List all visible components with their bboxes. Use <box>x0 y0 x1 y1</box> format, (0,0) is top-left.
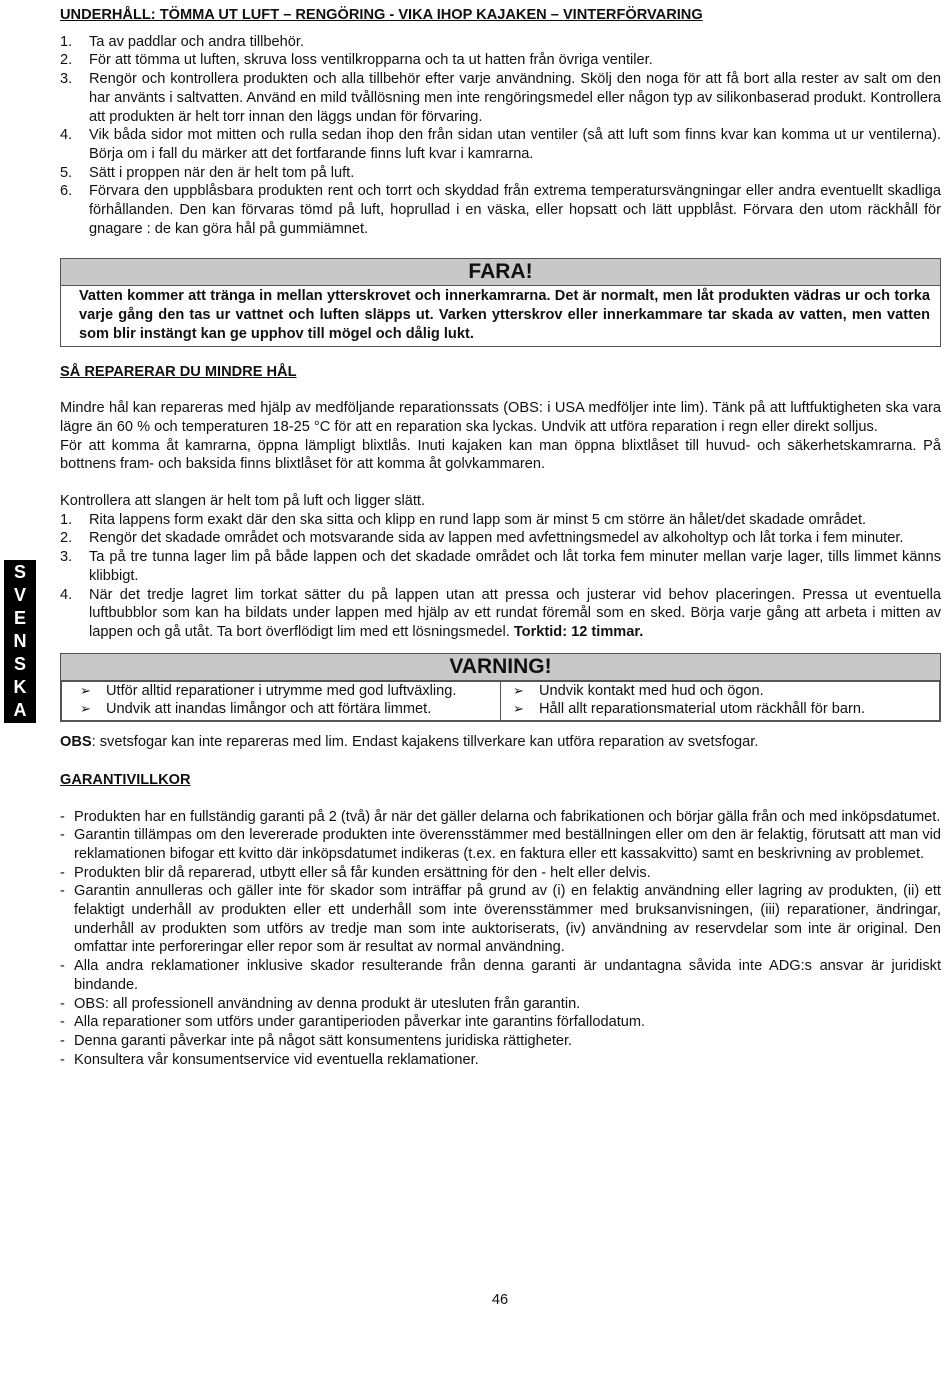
list-item: - Alla reparationer som utförs under garantiperioden påverkar inte garantins förfallodatum. <box>60 1014 646 1031</box>
warning-left-column: ➢ Utför alltid reparationer i utrymme med god luftväxling. ➢ Undvik att inandas limångor och att förtära limmet. <box>62 681 501 720</box>
list-item: 2. Rengör det skadade området och motsvarande sida av lappen med avfettningsmedel av alkoholtyp och låt torka i fem minuter. <box>60 530 904 547</box>
list-item: 2. För att tömma ut luften, skruva loss ventilkropparna och ta ut hatten från övriga ventiler. <box>60 52 653 69</box>
document-page <box>60 6 941 1069</box>
list-item: - Garantin tillämpas om den levererade produkten inte överensstämmer med beställningen eller om den är felaktig, förutsatt att man vid reklamationen bifogar ett kvitto där inköpsdatumet indikeras (t.ex. en faktura eller ett kassakvitto) samt en beskrivning av problemet. <box>60 827 941 862</box>
section-heading-maintenance: UNDERHÅLL: TÖMMA UT LUFT – RENGÖRING - VIKA IHOP KAJAKEN – VINTERFÖRVARING <box>60 7 703 23</box>
list-item: 3. Rengör och kontrollera produkten och alla tillbehör efter varje användning. Skölj den noga för att få bort alla rester av salt om den har använts i saltvatten. Använd en mild tvållösning men inte rengöringsmedel eller någon typ av silikonbaserad produkt. Kontrollera att produkten är helt torr innan den läggs undan för förvaring. <box>60 71 941 125</box>
language-side-tab: S V E N S K A <box>4 560 36 723</box>
section-heading-repair: SÅ REPARERAR DU MINDRE HÅL <box>60 363 297 380</box>
warning-table <box>61 681 940 721</box>
maintenance-steps-list <box>60 33 941 239</box>
warning-box <box>60 653 941 722</box>
page-number: 46 <box>491 1292 509 1308</box>
list-item: - Garantin annulleras och gäller inte för skador som inträffar på grund av (i) en felaktig användning eller lagring av produkten, (ii) ett felaktigt underhåll av produkten eller ett underhåll som inte överensstämmer med bruksanvisningen, (iii) reparationer, ändringar, underhåll av produkten som utförs av tredje man som inte auktoriserats, (iv) användning av reservdelar som inte är original. Den omfattar inte perforeringar eller repor som är resultat av normal användning. <box>60 883 941 956</box>
repair-check-paragraph: Kontrollera att slangen är helt tom på luft och ligger slätt. <box>60 493 426 510</box>
list-item: 4. Vik båda sidor mot mitten och rulla sedan ihop den från sidan utan ventiler (så att luft som finns kvar kan komma ut ur ventilerna). Börja om i fall du märker att det fortfarande finns luft kvar i kamrarna. <box>60 127 941 162</box>
section-heading-warranty: GARANTIVILLKOR <box>60 771 191 788</box>
danger-box <box>60 258 941 346</box>
list-item: - Alla andra reklamationer inklusive skador resulterande från denna garanti är undantagna såvida inte ADG:s ansvar är juridiskt bindande. <box>60 958 941 993</box>
drying-time: Torktid: 12 timmar. <box>513 623 644 640</box>
list-item: - Konsultera vår konsumentservice vid eventuella reklamationer. <box>60 1051 479 1068</box>
arrow-bullet-icon: ➢ <box>513 682 524 698</box>
list-item: - Denna garanti påverkar inte på något sätt konsumentens juridiska rättigheter. <box>60 1032 573 1049</box>
list-item: 3. Ta på tre tunna lager lim på både lappen och det skadade området och låt torka fem minuter mellan varje lager, tills limmet känns klibbigt. <box>60 549 941 584</box>
danger-text: Vatten kommer att tränga in mellan ytterskrovet och innerkamrarna. Det är normalt, men låt produkten vädras ur och torka varje gång den tas ur vattnet och luften släpps ut. Varken ytterskrov eller innerkammare tar skada av vatten, men vatten som blir instängt kan ge upphov till mögel och dålig lukt. <box>79 288 930 342</box>
list-item: 1. Rita lappens form exakt där den ska sitta och klipp en rund lapp som är minst 5 cm större än hålet/det skadade området. <box>60 511 867 528</box>
repair-zipper-paragraph: För att komma åt kamrarna, öppna lämpligt blixtlås. Inuti kajaken kan man öppna blixtlåset till huvud- och säkerhetskamrarna. På bottnens fram- och baksida finns blixtlåset för att komma åt golvkammaren. <box>60 437 941 473</box>
list-item: 5. Sätt i proppen när den är helt tom på luft. <box>60 164 355 181</box>
list-item: 1. Ta av paddlar och andra tillbehör. <box>60 33 304 50</box>
warning-title: VARNING! <box>61 654 940 681</box>
list-item: - OBS: all professionell användning av denna produkt är utesluten från garantin. <box>60 995 581 1012</box>
list-item: 6. Förvara den uppblåsbara produkten rent och torrt och skyddad från extrema temperatursvängningar eller andra eventuellt skadliga förhållanden. Den kan förvaras tömd på luft, hoprullad i en väska, eller hopsatt och lätt uppblåst. Förvara den utom räckhåll för gnagare : de kan göra hål på gummiämnet. <box>60 183 941 237</box>
repair-intro-paragraph: Mindre hål kan repareras med hjälp av medföljande reparationssats (OBS: i USA medföljer inte lim). Tänk på att luftfuktigheten ska vara lägre än 60 % och temperaturen 18-25 °C för att en reparation ska lyckas. Undvik att utföra reparation i regn eller direkt solljus. <box>60 400 941 435</box>
repair-steps-list <box>60 511 941 642</box>
danger-title: FARA! <box>61 259 940 286</box>
list-item: 4. När det tredje lagret lim torkat sätter du på lappen utan att pressa och justerar vid behov placeringen. Pressa ut eventuella luftbubblor som kan ha bildats under lappen med hjälp av ett rundat föremål som en sked. Börja varje gång att arbeta i mitten av lappen och gå utåt. Ta bort överflödigt lim med ett lösningsmedel. Torktid: 12 timmar. <box>60 586 941 640</box>
list-item: - Produkten har en fullständig garanti på 2 (två) år när det gäller delarna och fabrikationen och börjar gälla från och med inköpsdatumet. <box>60 808 941 825</box>
arrow-bullet-icon: ➢ <box>513 701 524 717</box>
arrow-bullet-icon: ➢ <box>80 682 91 698</box>
obs-note: OBS: svetsfogar kan inte repareras med lim. Endast kajakens tillverkare kan utföra reparation av svetsfogar. <box>60 734 759 751</box>
list-item: - Produkten blir då reparerad, utbytt eller så får kunden ersättning för den - helt eller delvis. <box>60 864 651 881</box>
arrow-bullet-icon: ➢ <box>80 701 91 717</box>
warning-right-column: ➢ Undvik kontakt med hud och ögon. ➢ Håll allt reparationsmaterial utom räckhåll för barn. <box>501 681 940 720</box>
warranty-list <box>60 808 941 1070</box>
